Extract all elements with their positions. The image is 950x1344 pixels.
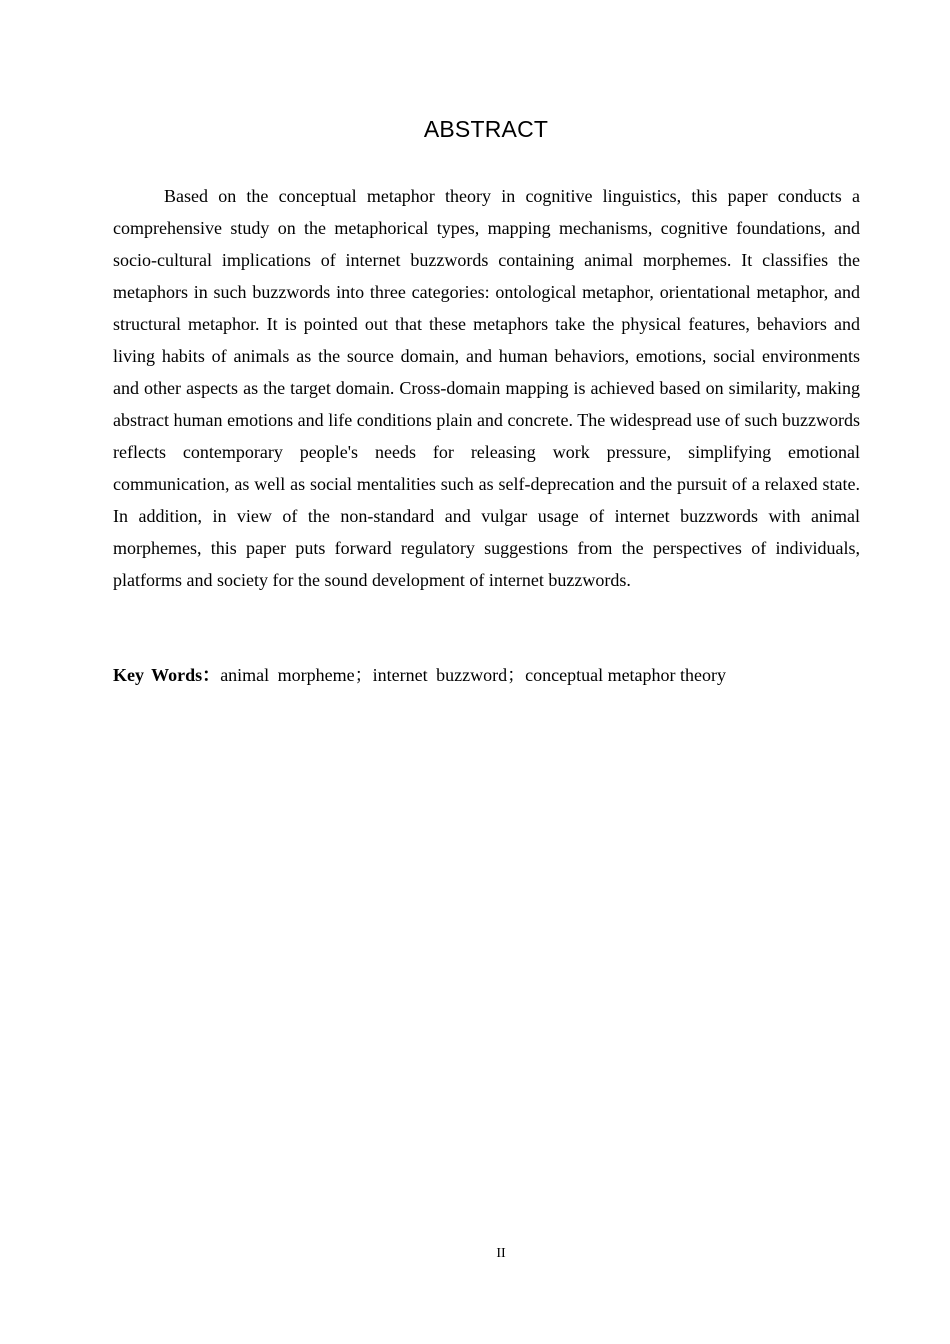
keywords-line xyxy=(113,659,860,691)
page-number: II xyxy=(496,1246,506,1261)
keyword-item: internet buzzword xyxy=(372,665,508,685)
abstract-body: Based on the conceptual metaphor theory in cognitive linguistics, this paper conducts a comprehensive study on the metaphorical types, mapping mechanisms, cognitive foundations, and socio-cultural implications of internet buzzwords containing animal morphemes. It classifies the metaphors in such buzzwords into three categories: ontological metaphor, orientational metaphor, and structural metaphor. It is pointed out that these metaphors take the physical features, behaviors and living habits of animals as the source domain, and human behaviors, emotions, social environments and other aspects as the target domain. Cross-domain mapping is achieved based on similarity, making abstract human emotions and life conditions plain and concrete. The widespread use of such buzzwords reflects contemporary people's needs for releasing work pressure, simplifying emotional communication, as well as social mentalities such as self-deprecation and the pursuit of a relaxed state. In addition, in view of the non-standard and vulgar usage of internet buzzwords with animal morphemes, this paper puts forward regulatory suggestions from the perspectives of individuals, platforms and society for the sound development of internet buzzwords. xyxy=(113,186,860,590)
keywords-label: Key Words： xyxy=(113,665,221,685)
keyword-separator: ； xyxy=(354,665,373,685)
abstract-title: ABSTRACT xyxy=(423,116,549,142)
keyword-item: conceptual metaphor theory xyxy=(525,665,727,685)
keyword-separator: ； xyxy=(507,665,526,685)
keyword-item: animal morpheme xyxy=(220,665,355,685)
